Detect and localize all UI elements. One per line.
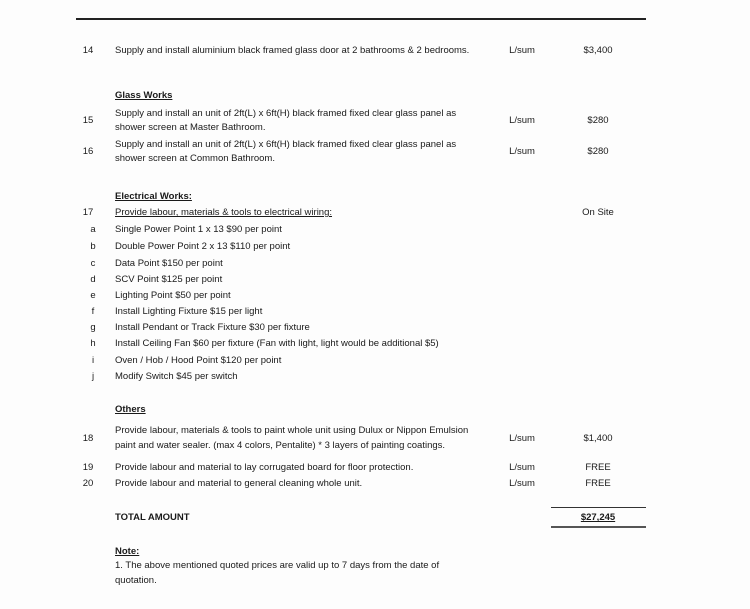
item-unit: L/sum	[509, 462, 535, 473]
item-unit: L/sum	[509, 146, 535, 157]
subitem-description: Data Point $150 per point	[115, 258, 223, 269]
subitem-description: Install Pendant or Track Fixture $30 per fixture	[115, 322, 310, 333]
item-number: 16	[82, 146, 94, 157]
subitem-letter: h	[90, 338, 96, 349]
top-divider	[76, 18, 646, 20]
item-amount: $280	[587, 146, 609, 157]
item-unit: L/sum	[509, 433, 535, 444]
subitem-letter: b	[90, 241, 96, 252]
subitem-description: Oven / Hob / Hood Point $120 per point	[115, 355, 282, 366]
section-heading: Glass Works	[115, 90, 173, 101]
subitem-letter: d	[90, 274, 96, 285]
subitem-letter: j	[91, 371, 95, 382]
subitem-description: Double Power Point 2 x 13 $110 per point	[115, 241, 291, 252]
item-number: 18	[82, 433, 94, 444]
subitem-letter: c	[90, 258, 96, 269]
total-label: TOTAL AMOUNT	[115, 512, 190, 523]
line-item-16	[0, 138, 750, 166]
subitem-description: Modify Switch $45 per switch	[115, 371, 238, 382]
line-item-18	[0, 424, 750, 454]
item-number: 20	[82, 478, 94, 489]
item-unit: L/sum	[509, 478, 535, 489]
subitem-letter: a	[90, 224, 96, 235]
item-description-line1: Supply and install an unit of 2ft(L) x 6ft(H) black framed fixed clear glass panel as	[115, 108, 457, 119]
item-amount: FREE	[585, 478, 611, 489]
item-number: 17	[82, 207, 94, 218]
subitem-description: Install Ceiling Fan $60 per fixture (Fan with light, light would be additional $5)	[115, 338, 439, 349]
note-heading: Note:	[115, 546, 140, 557]
item-unit: L/sum	[509, 45, 535, 56]
item-description-line1: Provide labour, materials & tools to paint whole unit using Dulux or Nippon Emulsion	[115, 425, 469, 436]
subitem-letter: f	[91, 306, 95, 317]
item-description: Supply and install aluminium black framed glass door at 2 bathrooms & 2 bedrooms.	[115, 45, 470, 56]
item-description-line2: paint and water sealer. (max 4 colors, Pentalite) * 3 layers of painting coatings.	[115, 440, 446, 451]
item-amount: FREE	[585, 462, 611, 473]
subitem-letter: i	[91, 355, 95, 366]
note-text: quotation.	[115, 575, 157, 586]
item-number: 19	[82, 462, 94, 473]
item-description: Provide labour, materials & tools to electrical wiring:	[115, 207, 333, 218]
total-bottom-rule	[551, 526, 646, 528]
item-amount: $3,400	[583, 45, 613, 56]
subitem-letter: g	[90, 322, 96, 333]
subitem-description: Lighting Point $50 per point	[115, 290, 231, 301]
item-amount: $280	[587, 115, 609, 126]
line-item-15	[0, 107, 750, 135]
subitem-description: Single Power Point 1 x 13 $90 per point	[115, 224, 282, 235]
item-description-line2: shower screen at Master Bathroom.	[115, 122, 266, 133]
total-amount: $27,245	[580, 512, 616, 523]
note-text: 1. The above mentioned quoted prices are valid up to 7 days from the date of	[115, 560, 440, 571]
item-number: 14	[82, 45, 94, 56]
item-unit: L/sum	[509, 115, 535, 126]
subitem-description: SCV Point $125 per point	[115, 274, 223, 285]
section-heading: Others	[115, 404, 146, 415]
subitem-letter: e	[90, 290, 96, 301]
section-heading: Electrical Works:	[115, 191, 192, 202]
item-description: Provide labour and material to lay corrugated board for floor protection.	[115, 462, 414, 473]
subitem-description: Install Lighting Fixture $15 per light	[115, 306, 263, 317]
total-top-rule	[551, 507, 646, 508]
item-description-line1: Supply and install an unit of 2ft(L) x 6ft(H) black framed fixed clear glass panel as	[115, 139, 457, 150]
item-amount: $1,400	[583, 433, 613, 444]
item-description-line2: shower screen at Common Bathroom.	[115, 153, 275, 164]
item-amount: On Site	[582, 207, 614, 218]
item-description: Provide labour and material to general cleaning whole unit.	[115, 478, 363, 489]
item-number: 15	[82, 115, 94, 126]
